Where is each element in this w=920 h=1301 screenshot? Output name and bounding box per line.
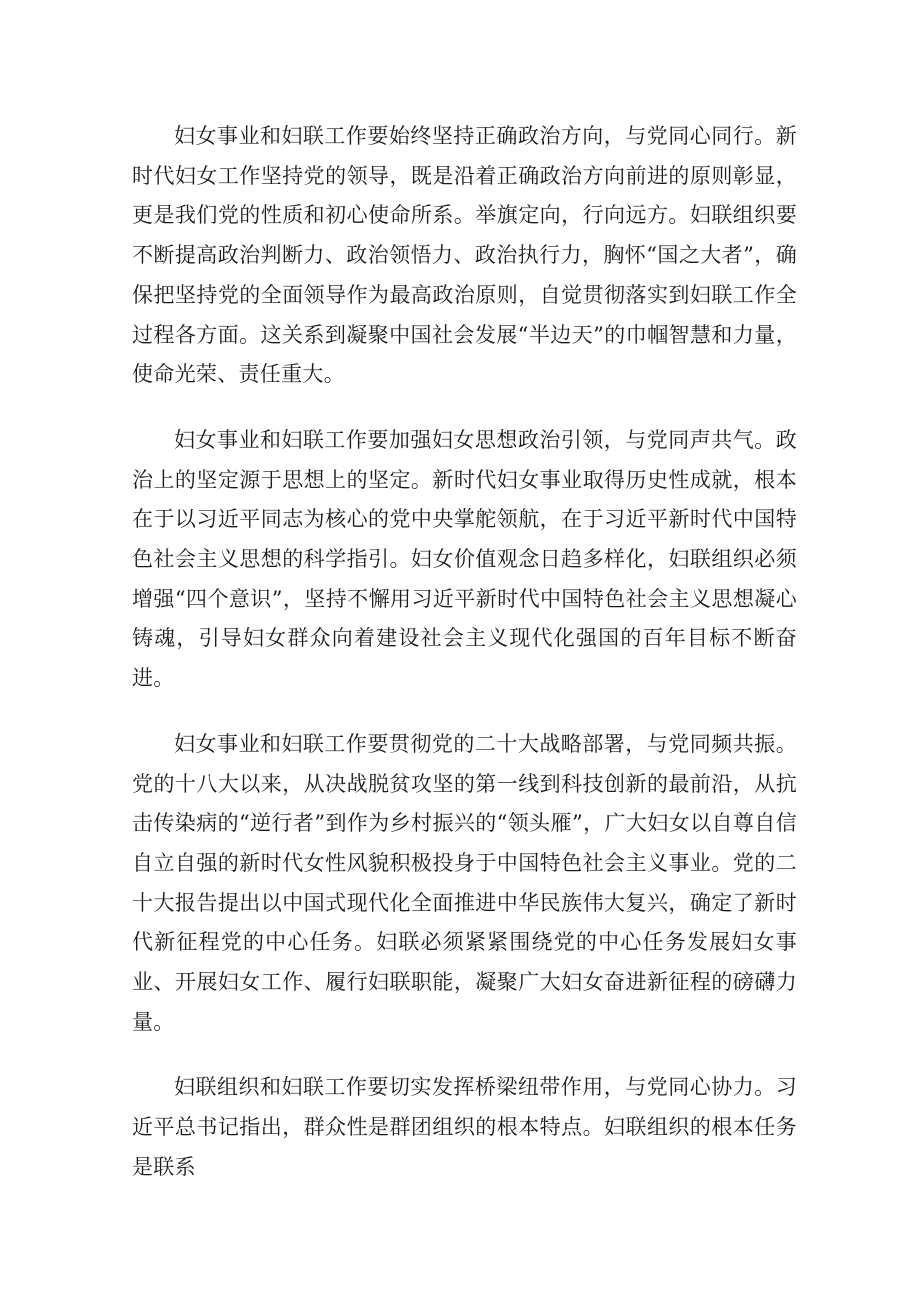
document-page [132,117,797,1188]
paragraph-political-direction: 妇女事业和妇联工作要始终坚持正确政治方向，与党同心同行。新时代妇女工作坚持党的领导，既是沿着正确政治方向前进的原则彰显，更是我们党的性质和初心使命所系。举旗定向，行向远方。妇联组织要不断提高政治判断力、政治领悟力、政治执行力，胸怀“国之大者”，确保把坚持党的全面领导作为最高政治原则，自觉贯彻落实到妇联工作全过程各方面。这关系到凝聚中国社会发展“半边天”的巾帼智慧和力量，使命光荣、责任重大。 [132,124,797,387]
paragraph-twentieth-congress: 妇女事业和妇联工作要贯彻党的二十大战略部署，与党同频共振。党的十八大以来，从决战脱贫攻坚的第一线到科技创新的最前沿，从抗击传染病的“逆行者”到作为乡村振兴的“领头雁”，广大妇女以自尊自信自立自强的新时代女性风貌积极投身于中国特色社会主义事业。党的二十大报告提出以中国式现代化全面推进中华民族伟大复兴，确定了新时代新征程党的中心任务。妇联必须紧紧围绕党的中心任务发展妇女事业、开展妇女工作、履行妇联职能，凝聚广大妇女奋进新征程的磅礴力量。 [132,731,797,1034]
paragraph-ideological-guidance: 妇女事业和妇联工作要加强妇女思想政治引领，与党同声共气。政治上的坚定源于思想上的坚定。新时代妇女事业取得历史性成就，根本在于以习近平同志为核心的党中央掌舵领航，在于习近平新时代中国特色社会主义思想的科学指引。妇女价值观念日趋多样化，妇联组织必须增强“四个意识”，坚持不懈用习近平新时代中国特色社会主义思想凝心铸魂，引导妇女群众向着建设社会主义现代化强国的百年目标不断奋进。 [132,427,797,691]
paragraph-bridge-role: 妇联组织和妇联工作要切实发挥桥梁纽带作用，与党同心协力。习近平总书记指出，群众性是群团组织的根本特点。妇联组织的根本任务是联系 [132,1075,797,1179]
